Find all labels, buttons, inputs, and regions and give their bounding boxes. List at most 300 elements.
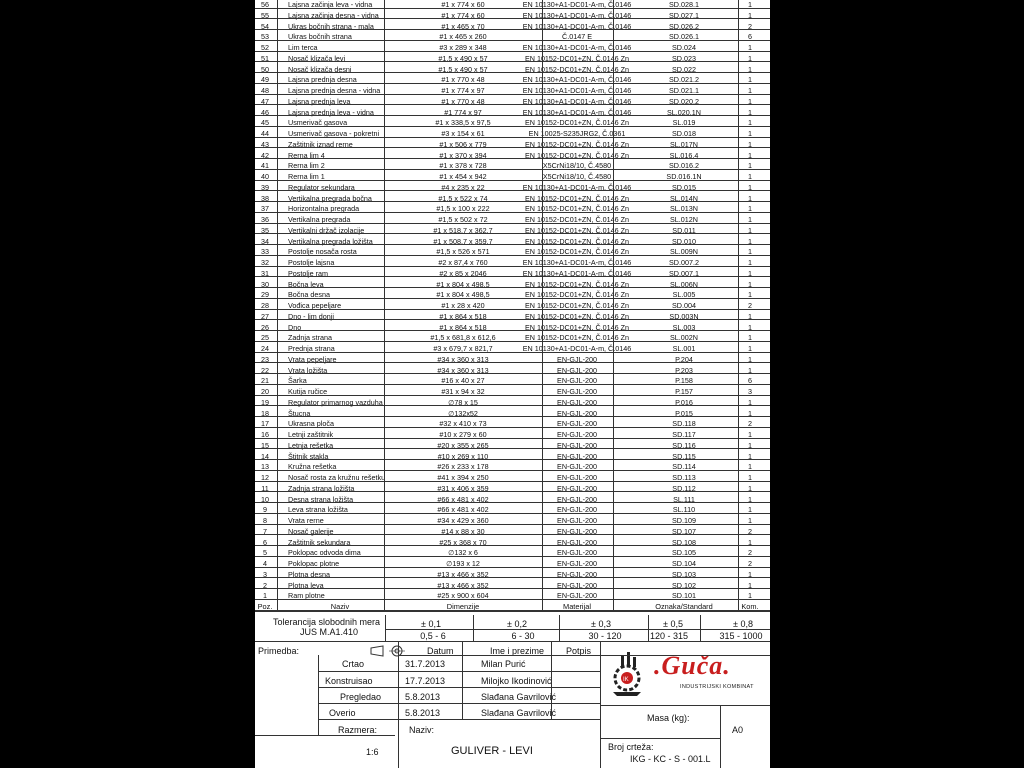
- cell-name: Ram plotne: [288, 591, 325, 601]
- cell-pos: 3: [263, 569, 267, 579]
- grid-line: [255, 94, 770, 95]
- cell-qty: 1: [748, 258, 752, 267]
- cell-mat: EN-GJL-200: [557, 354, 597, 364]
- grid-line: [255, 137, 770, 138]
- cell-name: Štitnik stakla: [288, 451, 329, 461]
- cell-code: SD.101: [672, 591, 696, 601]
- cell-mat: EN 10130+A1-DC01-A-m, Č.0146: [522, 344, 632, 353]
- grid-line: [255, 481, 770, 482]
- cell-mat: EN-GJL-200: [557, 537, 597, 547]
- tolerance-range: 315 - 1000: [719, 631, 763, 641]
- cell-name: Vertikalni držač izolacije: [288, 225, 365, 235]
- cell-mat: EN-GJL-200: [557, 591, 597, 601]
- grid-line: [398, 655, 770, 656]
- title-label: Naziv:: [409, 725, 435, 735]
- cell-name: Rerna lim 2: [288, 161, 325, 171]
- cell-code: SL.110: [672, 505, 696, 515]
- svg-text:IK: IK: [623, 677, 629, 683]
- grid-line: [462, 641, 463, 719]
- cell-pos: 49: [261, 75, 269, 85]
- cell-pos: 7: [263, 526, 267, 536]
- cell-qty: 1: [748, 150, 752, 160]
- grid-line: [318, 687, 600, 688]
- grid-line: [255, 341, 770, 342]
- cell-mat: EN 10130+A1-DC01-A-m, Č.0146: [522, 107, 632, 117]
- grid-line: [648, 615, 649, 641]
- cell-mat: EN-GJL-200: [557, 376, 597, 386]
- cell-name: Vertikalna pregrada ložišta: [288, 236, 373, 246]
- cell-qty: 1: [748, 344, 752, 353]
- cell-pos: 8: [263, 516, 267, 525]
- header-dimensions: Dimenzije: [446, 602, 480, 611]
- cell-code: SD.102: [672, 580, 696, 590]
- cell-dim: #1 774 x 97: [444, 107, 482, 117]
- cell-mat: EN 10152-DC01+ZN, Č.0146 Zn: [524, 225, 630, 235]
- cell-pos: 47: [261, 96, 269, 106]
- approval-date: 5.8.2013: [405, 708, 441, 718]
- cell-mat: EN-GJL-200: [557, 473, 597, 482]
- cell-code: SD.003N: [669, 311, 699, 321]
- cell-pos: 50: [261, 64, 269, 74]
- cell-qty: 1: [748, 537, 752, 547]
- grid-line: [255, 8, 770, 9]
- cell-dim: #16 x 40 x 27: [441, 376, 485, 386]
- header-material: Materijal: [563, 602, 591, 611]
- cell-code: SD.105: [672, 548, 696, 558]
- cell-pos: 41: [261, 161, 269, 171]
- cell-dim: #34 x 429 x 360: [437, 516, 489, 525]
- grid-line: [255, 18, 770, 19]
- cell-mat: EN 10130+A1-DC01-A-m, Č.0146: [522, 75, 632, 85]
- cell-dim: #1 x 770 x 48: [441, 96, 485, 106]
- cell-mat: EN-GJL-200: [557, 569, 597, 579]
- grid-line: [720, 705, 721, 768]
- cell-pos: 36: [261, 215, 269, 224]
- cell-mat: EN 10130+A1-DC01-A-m, Č.0146: [522, 268, 632, 278]
- cell-pos: 52: [261, 43, 269, 52]
- cell-dim: #1 x 465 x 70: [441, 21, 485, 31]
- cell-code: SD.007.1: [669, 268, 699, 278]
- cell-pos: 15: [261, 440, 269, 450]
- cell-dim: #1,5 x 502 x 72: [438, 215, 488, 224]
- cell-dim: #1 x 864 x 518: [439, 322, 487, 332]
- cell-pos: 13: [261, 462, 269, 472]
- cell-code: SD.004: [672, 301, 696, 310]
- grid-line: [255, 147, 770, 148]
- cell-pos: 12: [261, 473, 269, 482]
- cell-dim: #25 x 368 x 70: [439, 537, 487, 547]
- grid-line: [384, 0, 385, 611]
- cell-name: Lim terca: [288, 43, 318, 52]
- cell-mat: EN 10130+A1-DC01-A-m, Č.0146: [522, 0, 632, 9]
- cell-qty: 1: [748, 75, 752, 85]
- cell-pos: 28: [261, 301, 269, 310]
- cell-name: Lajsna prednja leva - vidna: [288, 107, 374, 117]
- cell-qty: 1: [748, 591, 752, 601]
- cell-code: SL.009N: [670, 247, 698, 257]
- grid-line: [277, 0, 278, 611]
- cell-pos: 53: [261, 32, 269, 42]
- cell-name: Lajsna prednja leva: [288, 96, 351, 106]
- cell-dim: #31 x 94 x 32: [441, 387, 485, 396]
- approval-person: Slađana Gavrilović: [481, 708, 557, 718]
- cell-name: Ukras bočnih strana - mala: [288, 21, 374, 31]
- cell-name: Ukras bočnih strana: [288, 32, 352, 42]
- grid-line: [318, 719, 600, 720]
- cell-dim: #1 x 518,7 x 362,7: [433, 225, 493, 235]
- cell-dim: #26 x 233 x 178: [437, 462, 489, 472]
- cell-pos: 30: [261, 279, 269, 289]
- cell-dim: #1,5 x 522 x 74: [438, 193, 488, 203]
- company-logo-subtitle: INDUSTRIJSKI KOMBINAT: [680, 684, 754, 690]
- cell-qty: 2: [748, 419, 752, 429]
- approval-person: Slađana Gavrilović: [481, 692, 557, 702]
- cell-qty: 1: [748, 86, 752, 95]
- cell-code: SL.020.1N: [667, 107, 701, 117]
- cell-dim: #41 x 394 x 250: [437, 473, 489, 482]
- cell-code: SD.028.1: [669, 0, 699, 9]
- cell-dim: #1 x 508,7 x 359,7: [433, 236, 493, 246]
- approval-person: Milan Purić: [481, 659, 526, 669]
- cell-dim: #2 x 87,4 x 760: [438, 258, 488, 267]
- cell-code: SD.116: [672, 440, 696, 450]
- cell-name: Regulator sekundara: [288, 182, 355, 192]
- cell-qty: 2: [748, 21, 752, 31]
- tolerance-standard: JUS M.A1.410: [300, 627, 359, 637]
- cell-dim: #20 x 355 x 265: [437, 440, 489, 450]
- cell-dim: #1 x 378 x 728: [439, 161, 487, 171]
- cell-mat: EN-GJL-200: [557, 526, 597, 536]
- cell-pos: 55: [261, 10, 269, 20]
- cell-name: Regulator primarnog vazduha: [288, 397, 383, 407]
- cell-code: SD.022: [672, 64, 696, 74]
- remarks-label: Primedba:: [258, 646, 300, 656]
- grid-line: [255, 126, 770, 127]
- cell-name: Vrata ložišta: [288, 365, 328, 375]
- cell-dim: #1,5 x 100 x 222: [436, 204, 490, 214]
- cell-qty: 1: [748, 247, 752, 257]
- grid-line: [255, 61, 770, 62]
- drawing-title: GULIVER - LEVI: [451, 745, 533, 757]
- grid-line: [255, 502, 770, 503]
- cell-qty: 1: [748, 172, 752, 181]
- cell-mat: EN-GJL-200: [557, 505, 597, 515]
- cell-mat: EN 10152-DC01+ZN, Č.0146 Zn: [524, 322, 630, 332]
- cell-code: SD.104: [672, 559, 696, 568]
- cell-name: Štucna: [288, 408, 311, 418]
- cell-pos: 31: [261, 268, 269, 278]
- cell-pos: 26: [261, 322, 269, 332]
- cell-pos: 34: [261, 236, 269, 246]
- cell-name: Zaštitnik iznad rerne: [288, 139, 353, 149]
- cell-dim: #1 x 774 x 97: [441, 86, 485, 95]
- cell-pos: 4: [263, 559, 267, 568]
- cell-qty: 1: [748, 96, 752, 106]
- tolerance-value: ± 0,2: [507, 619, 527, 629]
- grid-line: [255, 201, 770, 202]
- cell-qty: 1: [748, 236, 752, 246]
- cell-mat: EN 10152-DC01+ZN, Č.0146 Zn: [524, 64, 630, 74]
- cell-code: P.016: [675, 397, 693, 407]
- approval-date: 17.7.2013: [405, 676, 446, 686]
- cell-dim: #2 x 85 x 2046: [439, 268, 487, 278]
- cell-qty: 1: [748, 516, 752, 525]
- cell-mat: EN 10152-DC01+ZN, Č.0146 Zn: [524, 193, 630, 203]
- cell-qty: 1: [748, 268, 752, 278]
- grid-line: [255, 611, 770, 612]
- cell-pos: 35: [261, 225, 269, 235]
- grid-line: [255, 735, 395, 736]
- grid-line: [255, 545, 770, 546]
- cell-code: SD.021.2: [669, 75, 699, 85]
- cell-code: SD.114: [672, 462, 696, 472]
- cell-name: Kutija ručice: [288, 387, 328, 396]
- cell-pos: 20: [261, 387, 269, 396]
- grid-line: [255, 233, 770, 234]
- cell-code: SL.111: [673, 494, 695, 504]
- grid-line: [255, 223, 770, 224]
- cell-dim: #34 x 360 x 313: [437, 354, 489, 364]
- grid-line: [255, 405, 770, 406]
- cell-code: SL.019: [672, 118, 696, 128]
- cell-mat: EN 10152-DC01+ZN, Č.0146 Zn: [524, 150, 630, 160]
- cell-name: Vertikalna pregrada bočna: [288, 193, 372, 203]
- grid-line: [255, 577, 770, 578]
- drawing-number: IKG - KC - S - 001.L: [630, 754, 711, 764]
- cell-pos: 29: [261, 290, 269, 300]
- cell-dim: #1 x 454 x 942: [439, 172, 487, 181]
- role-label: Overio: [329, 708, 356, 718]
- mass-label: Masa (kg):: [647, 713, 690, 723]
- cell-mat: EN 10130+A1-DC01-A-m, Č.0146: [522, 258, 632, 267]
- cell-dim: #1 x 774 x 60: [441, 0, 485, 9]
- cell-name: Zadnja strana: [288, 333, 332, 343]
- cell-name: Šarka: [288, 376, 307, 386]
- grid-line: [318, 655, 319, 735]
- cell-qty: 1: [748, 204, 752, 214]
- cell-name: Ukrasna ploča: [288, 419, 334, 429]
- cell-pos: 51: [261, 53, 269, 63]
- cell-qty: 1: [748, 408, 752, 418]
- cell-code: SL.012N: [670, 215, 698, 224]
- cell-mat: EN-GJL-200: [557, 483, 597, 493]
- cell-code: SL.006N: [670, 279, 698, 289]
- cell-dim: #34 x 360 x 313: [437, 365, 489, 375]
- cell-mat: EN-GJL-200: [557, 419, 597, 429]
- cell-code: SD.016.1N: [666, 172, 702, 181]
- cell-mat: EN 10152-DC01+ZN, Č.0146 Zn: [524, 139, 630, 149]
- cell-dim: #1,5 x 490 x 57: [438, 64, 488, 74]
- cell-name: Bočna leva: [288, 279, 324, 289]
- cell-name: Poklopac odvoda dima: [288, 548, 361, 558]
- cell-pos: 1: [263, 591, 267, 601]
- grid-line: [318, 703, 600, 704]
- grid-line: [255, 104, 770, 105]
- cell-dim: #1 x 28 x 420: [441, 301, 485, 310]
- grid-line: [255, 524, 770, 525]
- cell-mat: EN 10025-S235JRG2, Č.0361: [528, 129, 626, 138]
- name-label: Ime i prezime: [490, 646, 545, 656]
- cell-name: Prednja strana: [288, 344, 335, 353]
- cell-qty: 3: [748, 387, 752, 396]
- cell-mat: EN 10152-DC01+ZN, Č.0146 Zn: [524, 236, 630, 246]
- cell-code: SD.015: [672, 182, 696, 192]
- cell-mat: EN-GJL-200: [557, 516, 597, 525]
- grid-line: [255, 298, 770, 299]
- cell-qty: 1: [748, 397, 752, 407]
- cell-mat: Č.0147 E: [562, 32, 592, 42]
- cell-qty: 1: [748, 569, 752, 579]
- cell-name: Postolje nosača rosta: [288, 247, 357, 257]
- cell-name: Lajsna prednja desna: [288, 75, 357, 85]
- cell-qty: 1: [748, 473, 752, 482]
- grid-line: [255, 309, 770, 310]
- cell-name: Kružna rešetka: [288, 462, 337, 472]
- cell-pos: 19: [261, 397, 269, 407]
- role-label: Crtao: [342, 659, 365, 669]
- cell-qty: 1: [748, 290, 752, 300]
- cell-dim: #3 x 679,7 x 821,7: [433, 344, 493, 353]
- cell-name: Nosač klizača levi: [288, 53, 346, 63]
- cell-mat: EN 10130+A1-DC01-A-m, Č.0146: [522, 96, 632, 106]
- cell-pos: 21: [261, 376, 269, 386]
- tolerance-value: ± 0,8: [733, 619, 753, 629]
- grid-line: [255, 51, 770, 52]
- cell-name: Usmerivač gasova: [288, 118, 348, 128]
- cell-pos: 46: [261, 107, 269, 117]
- cell-qty: 1: [748, 53, 752, 63]
- cell-pos: 56: [261, 0, 269, 9]
- cell-qty: 1: [748, 494, 752, 504]
- cell-qty: 1: [748, 10, 752, 20]
- cell-qty: 1: [748, 225, 752, 235]
- cell-code: SD.103: [672, 569, 696, 579]
- cell-name: Dno - lim donji: [288, 311, 334, 321]
- cell-qty: 1: [748, 193, 752, 203]
- cell-dim: ∅78 x 15: [448, 397, 478, 407]
- cell-name: Lajsna prednja desna - vidna: [288, 86, 381, 95]
- cell-pos: 11: [261, 483, 269, 493]
- cell-pos: 42: [261, 150, 269, 160]
- grid-line: [255, 513, 770, 514]
- cell-dim: ∅132x52: [448, 408, 478, 418]
- cell-mat: EN-GJL-200: [557, 397, 597, 407]
- cell-pos: 16: [261, 430, 269, 439]
- cell-qty: 1: [748, 354, 752, 364]
- grid-line: [255, 470, 770, 471]
- cell-name: Nosač rosta za kružnu rešetku: [288, 473, 386, 482]
- cell-code: SD.108: [672, 537, 696, 547]
- cell-mat: EN 10152-DC01+ZN, Č.0146 Zn: [524, 118, 630, 128]
- cell-qty: 1: [748, 580, 752, 590]
- cell-name: Postolje ram: [288, 268, 328, 278]
- cell-pos: 22: [261, 365, 269, 375]
- cell-name: Dno: [288, 322, 302, 332]
- grid-line: [255, 72, 770, 73]
- cell-pos: 33: [261, 247, 269, 257]
- grid-line: [255, 180, 770, 181]
- cell-dim: #1 x 774 x 60: [441, 10, 485, 20]
- cell-code: SD.107: [672, 526, 696, 536]
- cell-qty: 1: [748, 182, 752, 192]
- grid-line: [255, 255, 770, 256]
- cell-code: P.158: [675, 376, 693, 386]
- cell-name: Postolje lajsna: [288, 258, 335, 267]
- company-emblem-icon: [607, 652, 649, 698]
- header-qty: Kom.: [741, 602, 759, 611]
- cell-qty: 1: [748, 430, 752, 439]
- cell-pos: 27: [261, 311, 269, 321]
- cell-name: Leva strana ložišta: [288, 505, 348, 515]
- technical-drawing-sheet: [255, 0, 770, 768]
- cell-mat: EN-GJL-200: [557, 559, 597, 568]
- cell-mat: EN-GJL-200: [557, 440, 597, 450]
- grid-line: [255, 362, 770, 363]
- cell-dim: #13 x 466 x 352: [437, 569, 489, 579]
- cell-mat: EN-GJL-200: [557, 408, 597, 418]
- cell-dim: #1 x 770 x 48: [441, 75, 485, 85]
- cell-dim: #1 x 804 x 498,5: [436, 290, 490, 300]
- cell-mat: X5CrNi18/10, Č.4580: [542, 172, 612, 181]
- cell-code: SL.016.4: [669, 150, 699, 160]
- cell-code: SL.013N: [670, 204, 698, 214]
- cell-pos: 10: [261, 494, 269, 504]
- cell-mat: EN 10152-DC01+ZN, Č.0146 Zn: [524, 53, 630, 63]
- header-code: Oznaka/Standard: [655, 602, 713, 611]
- cell-code: SD.112: [672, 483, 696, 493]
- cell-mat: EN 10130+A1-DC01-A-m, Č.0146: [522, 86, 632, 95]
- cell-code: SD.027.1: [669, 10, 699, 20]
- cell-qty: 1: [748, 462, 752, 472]
- date-label: Datum: [427, 646, 454, 656]
- cell-qty: 2: [748, 559, 752, 568]
- cell-pos: 2: [263, 580, 267, 590]
- cell-pos: 5: [263, 548, 267, 558]
- grid-line: [255, 115, 770, 116]
- cell-mat: EN-GJL-200: [557, 365, 597, 375]
- cell-dim: #10 x 269 x 110: [437, 451, 489, 461]
- cell-qty: 1: [748, 139, 752, 149]
- tolerance-range: 6 - 30: [511, 631, 535, 641]
- cell-pos: 37: [261, 204, 269, 214]
- cell-name: Poklopac plotne: [288, 559, 340, 568]
- cell-mat: EN 10130+A1-DC01-A-m, Č.0146: [522, 21, 632, 31]
- cell-mat: EN-GJL-200: [557, 462, 597, 472]
- cell-dim: #66 x 481 x 402: [437, 505, 489, 515]
- grid-line: [255, 438, 770, 439]
- cell-dim: #13 x 466 x 352: [437, 580, 489, 590]
- approval-date: 5.8.2013: [405, 692, 441, 702]
- cell-mat: EN-GJL-200: [557, 494, 597, 504]
- cell-pos: 54: [261, 21, 269, 31]
- cell-name: Vrata pepeljare: [288, 354, 337, 364]
- grid-line: [255, 416, 770, 417]
- cell-code: SD.024: [672, 43, 696, 52]
- grid-line: [255, 40, 770, 41]
- grid-line: [255, 641, 770, 642]
- cell-qty: 2: [748, 526, 752, 536]
- cell-code: SL.002N: [670, 333, 698, 343]
- cell-pos: 23: [261, 354, 269, 364]
- cell-name: Horizontalna pregrada: [288, 204, 360, 214]
- cell-dim: #1 x 804 x 498,5: [436, 279, 490, 289]
- grid-line: [385, 615, 386, 641]
- grid-line: [255, 427, 770, 428]
- cell-qty: 1: [748, 118, 752, 128]
- cell-pos: 9: [263, 505, 267, 515]
- cell-code: SD.117: [672, 430, 696, 439]
- signature-label: Potpis: [566, 646, 592, 656]
